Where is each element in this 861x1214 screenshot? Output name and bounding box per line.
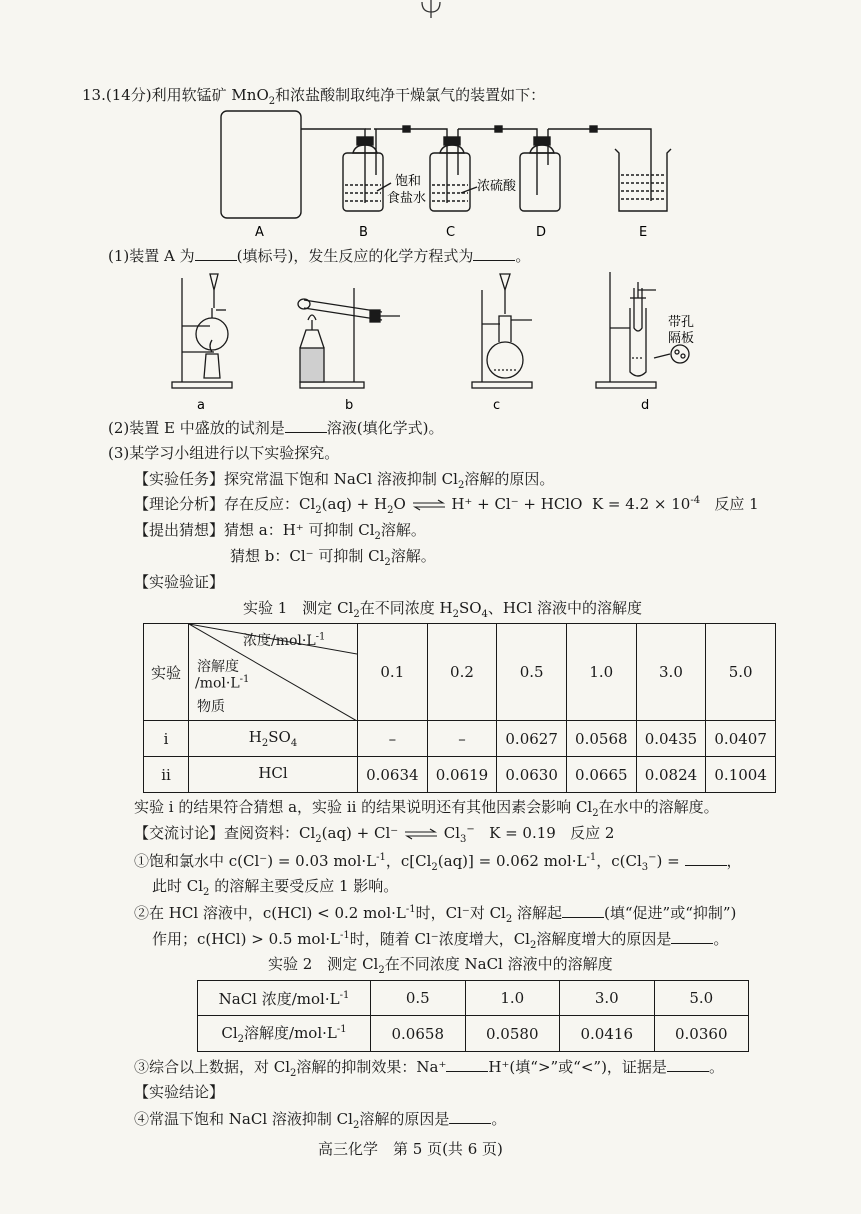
apparatus-a-box [221, 111, 301, 218]
table-row: ii HCl 0.0634 0.0619 0.0630 0.0665 0.0824 0.1004 [144, 757, 776, 793]
option-b-apparatus [298, 288, 400, 388]
question-3-3: ③综合以上数据，对 $Cl_2$溶解的抑制效果：Na⁺ H⁺(填“>”或“<”)，证据是 。 [134, 1058, 724, 1079]
experiment-2-caption: 实验 2 测定 $Cl_2$在不同浓度 NaCl 溶液中的溶解度 [268, 955, 613, 976]
c-reagent-label: 浓硫酸 [477, 179, 517, 194]
option-label-a: a [197, 398, 205, 413]
conclusion-heading: 【实验结论】 [134, 1083, 225, 1101]
bottle-b [343, 129, 383, 211]
option-c-apparatus [472, 274, 532, 388]
answer-blank-1b[interactable] [473, 246, 515, 261]
table-row: $Cl_2$溶解度$/mol\cdot L^{-1}$ 0.0658 0.0580 0.0416 0.0360 [198, 1016, 749, 1052]
table-row: NaCl 浓度$/mol\cdot L^{-1}$ 0.5 1.0 3.0 5.0 [198, 981, 749, 1016]
page-footer: 高三化学 第 5 页(共 6 页) [318, 1140, 503, 1158]
experiment-2-table [197, 980, 749, 1052]
answer-blank-3-4[interactable] [449, 1109, 491, 1124]
answer-blank-3-1[interactable] [685, 851, 727, 866]
conc-header: 0.5 [497, 624, 567, 721]
option-a-apparatus [172, 274, 232, 388]
conc-header: 1.0 [566, 624, 636, 721]
conc-header: 5.0 [706, 624, 776, 721]
option-label-b: b [345, 398, 354, 413]
bottle-d [520, 129, 560, 211]
apparatus-label-e: E [639, 225, 648, 240]
equilibrium-arrow-icon [411, 499, 447, 511]
theory-analysis: 【理论分析】存在反应：$Cl_2(aq) + H_2O$ H⁺ + Cl⁻ + HClO $K = 4.2 \times 10^{-4}$ 反应 1 [134, 495, 759, 516]
question-3-1-line2: 此时 $Cl_2$ 的溶解主要受反应 1 影响。 [152, 877, 399, 898]
option-d-apparatus [596, 272, 689, 388]
apparatus-label-d: D [536, 225, 547, 240]
discussion: 【交流讨论】查阅资料：$Cl_2(aq) + Cl^-$ $Cl_3^-$ K = 0.19 反应 2 [134, 824, 615, 845]
apparatus-label-c: C [446, 225, 456, 240]
bottle-c [430, 129, 470, 211]
option-d-note-2: 隔板 [668, 331, 695, 346]
question-intro: 13.(14分)利用软锰矿 MnO$_2$和浓盐酸制取纯净干燥氯气的装置如下： [82, 86, 546, 107]
binding-mark-icon [418, 0, 444, 20]
header-experiment: 实验 [144, 624, 189, 721]
hypothesis-a: 【提出猜想】猜想 a：H⁺ 可抑制 $Cl_2$溶解。 [134, 521, 426, 542]
question-3: (3)某学习小组进行以下实验探究。 [108, 444, 340, 462]
answer-blank-3-2b[interactable] [671, 929, 713, 944]
experiment-1-table [143, 623, 776, 793]
option-d-note-1: 带孔 [668, 315, 695, 330]
diagonal-header: 浓度$/mol\cdot L^{-1}$ 溶解度 $/mol\cdot L^{-1}$ 物质 [189, 624, 358, 721]
answer-blank-3-2a[interactable] [562, 903, 604, 918]
apparatus-label-b: B [359, 225, 368, 240]
beaker-e [615, 149, 671, 211]
conc-header: 0.2 [427, 624, 497, 721]
b-reagent-label-2: 食盐水 [387, 191, 427, 206]
question-2: (2)装置 E 中盛放的试剂是 溶液(填化学式)。 [108, 419, 444, 437]
question-3-4: ④常温下饱和 NaCl 溶液抑制 $Cl_2$溶解的原因是 。 [134, 1110, 507, 1131]
question-3-2: ②在 HCl 溶液中，c(HCl) < 0.2 $mol\cdot L^{-1}$时，Cl⁻对 $Cl_2$ 溶解起 (填“促进”或“抑制”) [134, 904, 737, 925]
options-diagram [160, 268, 720, 416]
answer-blank-3-3b[interactable] [667, 1057, 709, 1072]
apparatus-label-a: A [255, 225, 264, 240]
question-1: (1)装置 A 为 (填标号)，发生反应的化学方程式为 。 [108, 247, 531, 265]
experiment-1-result: 实验 i 的结果符合猜想 a，实验 ii 的结果说明还有其他因素会影响 $Cl_2$在水中的溶解度。 [134, 798, 719, 819]
question-3-1: ①饱和氯水中 c(Cl⁻) = 0.03 $mol\cdot L^{-1}$，$c[Cl_2(aq)] = 0.062$ $mol\cdot L^{-1}$，$c(Cl_3^-)$ = ， [134, 852, 742, 873]
conc-header: 0.1 [358, 624, 428, 721]
answer-blank-1a[interactable] [195, 246, 237, 261]
b-reagent-label-1: 饱和 [395, 174, 422, 189]
conc-header: 3.0 [636, 624, 706, 721]
hypothesis-b: 猜想 b：Cl⁻ 可抑制 $Cl_2$溶解。 [230, 547, 436, 568]
equilibrium-arrow-icon [403, 828, 439, 840]
option-label-d: d [641, 398, 650, 413]
question-number: 13. [82, 86, 106, 104]
verification-heading: 【实验验证】 [134, 573, 225, 591]
experiment-1-caption: 实验 1 测定 $Cl_2$在不同浓度 $H_2SO_4$、HCl 溶液中的溶解度 [243, 599, 643, 620]
answer-blank-3-3a[interactable] [446, 1057, 488, 1072]
answer-blank-2[interactable] [285, 418, 327, 433]
option-label-c: c [493, 398, 501, 413]
experiment-task: 【实验任务】探究常温下饱和 NaCl 溶液抑制 $Cl_2$溶解的原因。 [134, 470, 555, 491]
table-row: i $H_2SO_4$ – – 0.0627 0.0568 0.0435 0.0407 [144, 721, 776, 757]
apparatus-diagram [215, 105, 685, 240]
question-3-2-line2: 作用；c(HCl) > 0.5 $mol\cdot L^{-1}$时，随着 Cl⁻浓度增大，$Cl_2$溶解度增大的原因是 。 [152, 930, 729, 951]
question-points: (14分) [105, 86, 152, 104]
